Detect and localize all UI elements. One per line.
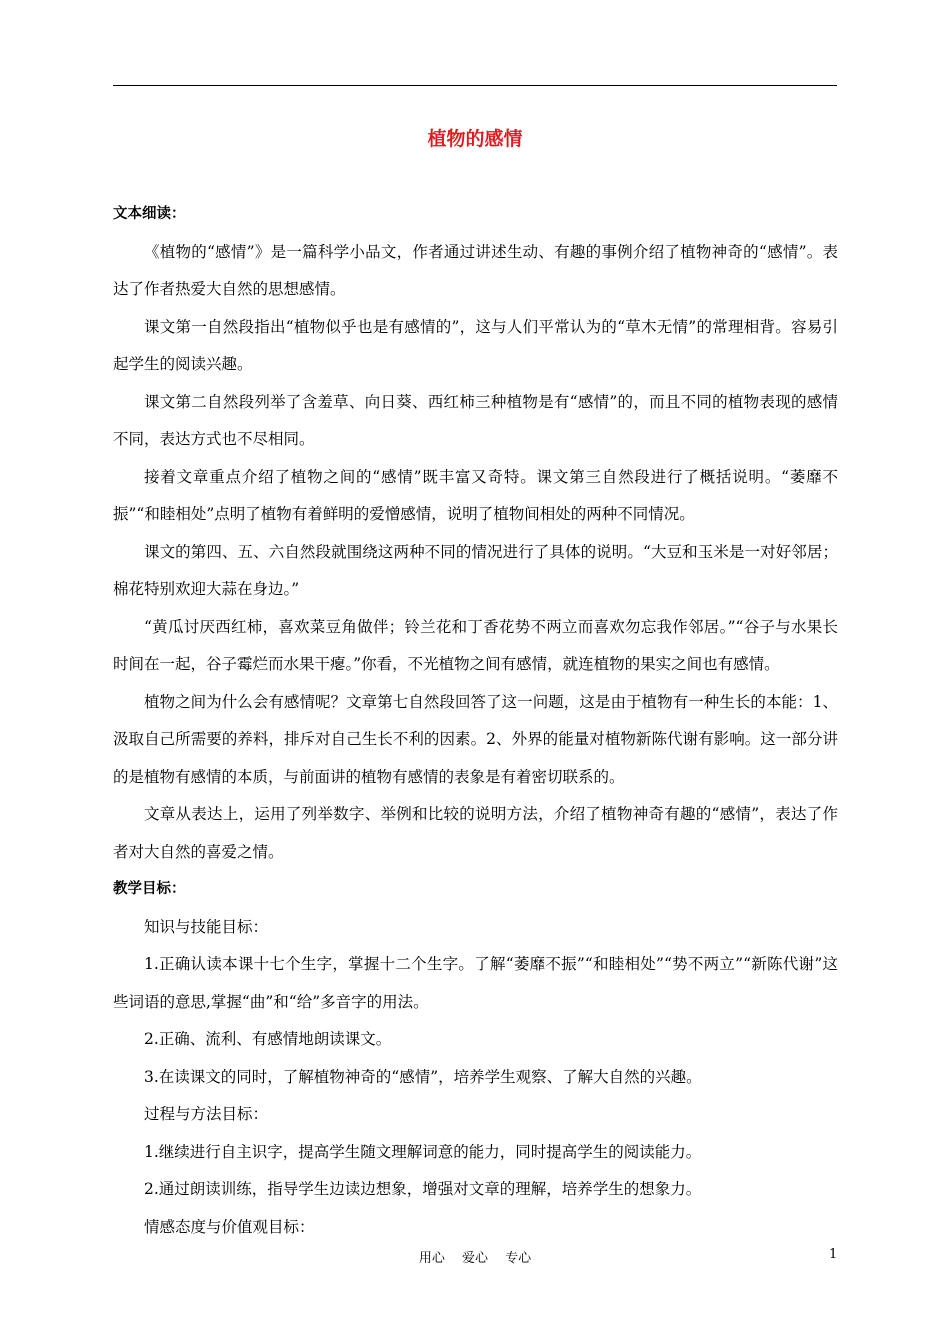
goal-subheading-emotion: 情感态度与价值观目标： xyxy=(144,1217,315,1236)
paragraph: 文章从表达上，运用了列举数字、举例和比较的说明方法，介绍了植物神奇有趣的“感情”，表达了作者对大自然的喜爱之情。 xyxy=(113,805,838,861)
goal-subheading-knowledge: 知识与技能目标： xyxy=(144,917,269,936)
goal-item: 2.正确、流利、有感情地朗读课文。 xyxy=(144,1030,392,1048)
goal-item: 1.继续进行自主识字，提高学生随文理解词意的能力，同时提高学生的阅读能力。 xyxy=(144,1142,702,1161)
footer-motto: 用心 爱心 专心 xyxy=(418,1251,532,1266)
goal-item: 2.通过朗读训练，指导学生边读边想象，增强对文章的理解，培养学生的想象力。 xyxy=(144,1180,702,1198)
goal-item: 3.在读课文的同时，了解植物神奇的“感情”，培养学生观察、了解大自然的兴趣。 xyxy=(144,1067,702,1086)
paragraph: 课文第二自然段列举了含羞草、向日葵、西红柿三种植物是有“感情”的，而且不同的植物表现的感情不同，表达方式也不尽相同。 xyxy=(113,392,838,448)
paragraph: 植物之间为什么会有感情呢？文章第七自然段回答了这一问题，这是由于植物有一种生长的本能：1、汲取自己所需要的养料，排斥对自己生长不利的因素。2、外界的能量对植物新陈代谢有影响。这一部分讲的是植物有感情的本质，与前面讲的植物有感情的表象是有着密切联系的。 xyxy=(113,692,838,786)
paragraph: 接着文章重点介绍了植物之间的“感情”既丰富又奇特。课文第三自然段进行了概括说明。“萎靡不振”“和睦相处”点明了植物有着鲜明的爱憎感情，说明了植物间相处的两种不同情况。 xyxy=(113,467,838,523)
paragraph: 《植物的“感情”》是一篇科学小品文，作者通过讲述生动、有趣的事例介绍了植物神奇的“感情”。表达了作者热爱大自然的思想感情。 xyxy=(113,242,838,298)
goal-subheading-process: 过程与方法目标： xyxy=(144,1105,269,1123)
paragraph: 课文的第四、五、六自然段就围绕这两种不同的情况进行了具体的说明。“大豆和玉米是一对好邻居；棉花特别欢迎大蒜在身边。” xyxy=(113,542,838,598)
goal-item: 1.正确认读本课十七个生字，掌握十二个生字。了解“萎靡不振”“和睦相处”“势不两立”“新陈代谢”这些词语的意思,掌握“曲”和“给”多音字的用法。 xyxy=(113,955,838,1011)
paragraph: “黄瓜讨厌西红柿，喜欢菜豆角做伴；铃兰花和丁香花势不两立而喜欢勿忘我作邻居。”“谷子与水果长时间在一起，谷子霉烂而水果干瘪。”你看，不光植物之间有感情，就连植物的果实之间也有感情。 xyxy=(113,617,838,673)
paragraph: 课文第一自然段指出“植物似乎也是有感情的”，这与人们平常认为的“草木无情”的常理相背。容易引起学生的阅读兴趣。 xyxy=(113,317,838,373)
document-title: 植物的感情 xyxy=(427,128,523,150)
header-rule xyxy=(113,85,837,86)
page-number: 1 xyxy=(829,1247,838,1262)
document-body xyxy=(113,196,838,1246)
section-heading-teaching-goals: 教学目标： xyxy=(113,881,186,897)
section-heading-text-reading: 文本细读： xyxy=(113,206,186,222)
